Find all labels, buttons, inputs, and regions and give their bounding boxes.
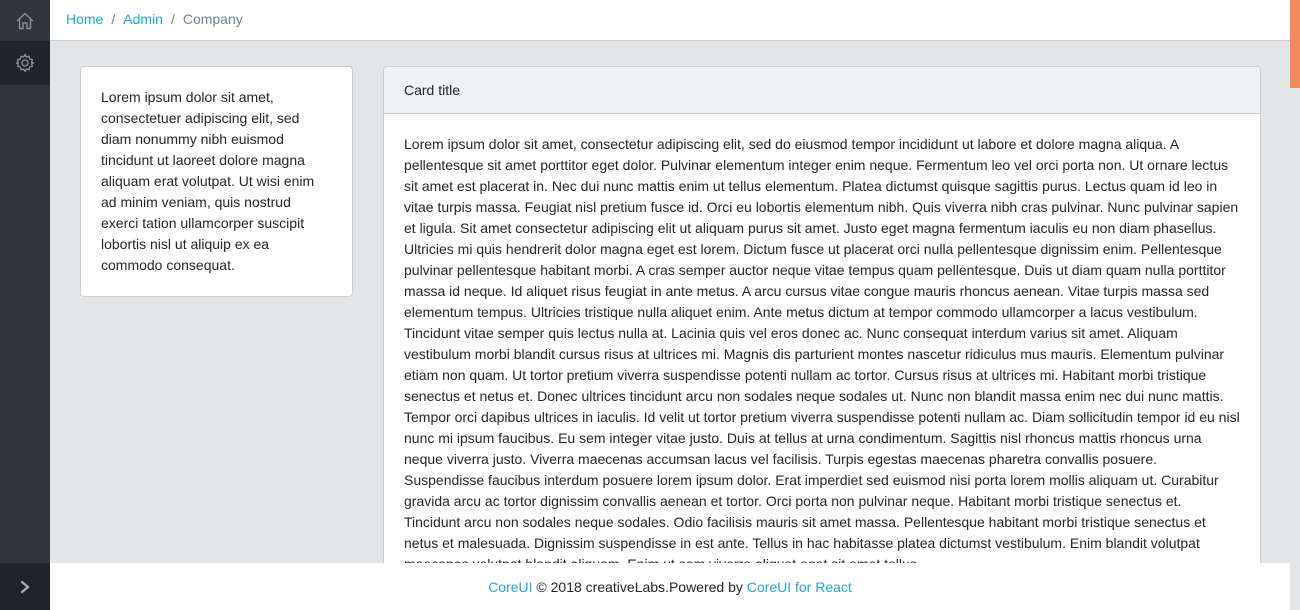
breadcrumb-admin-link[interactable]: Admin — [123, 11, 163, 27]
app-footer — [50, 563, 1290, 610]
card-title: Card title — [404, 82, 461, 98]
sidebar-minimizer[interactable] — [0, 563, 50, 610]
scrollbar-thumb[interactable] — [1290, 0, 1300, 88]
app-header — [50, 0, 1290, 41]
footer-brand-link[interactable]: CoreUI — [488, 578, 533, 595]
home-icon — [15, 11, 35, 31]
gear-icon — [15, 53, 35, 73]
breadcrumb-separator: / — [111, 11, 116, 27]
sidebar — [0, 0, 50, 610]
sidebar-item-home[interactable] — [0, 0, 50, 41]
breadcrumb-current: Company — [182, 11, 243, 27]
footer-powered-link[interactable]: CoreUI for React — [746, 578, 852, 595]
info-card-text: Lorem ipsum dolor sit amet, consectetuer adipiscing elit, sed diam nonummy nibh euismod tincidunt ut laoreet dolore magna aliquam erat volutpat. Ut wisi enim ad minim veniam, quis nostrud exerci tation ullamcorper suscipit lobortis nisl ut aliquip ex ea commodo consequat. — [101, 89, 315, 273]
main-card — [383, 66, 1261, 586]
card-body — [384, 114, 1260, 586]
scrollbar-track[interactable] — [1290, 88, 1300, 563]
footer-copyright: © 2018 creativeLabs.Powered by — [532, 578, 747, 595]
info-card — [80, 66, 353, 297]
breadcrumb-separator: / — [170, 11, 175, 27]
breadcrumb-home-link[interactable]: Home — [66, 11, 104, 27]
sidebar-item-settings[interactable] — [0, 41, 50, 85]
chevron-right-icon — [19, 580, 31, 594]
card-header — [384, 67, 1260, 114]
breadcrumb — [66, 11, 243, 27]
card-body-text: Lorem ipsum dolor sit amet, consectetur adipiscing elit, sed do eiusmod tempor incididunt ut labore et dolore magna aliqua. A pellentesque sit amet porttitor eget dolor. Pulvinar elementum integer enim neque. Fermentum leo vel orci porta non. Ut ornare lectus sit amet est placerat in. Nec dui nunc mattis enim ut tellus elementum. Platea dictumst quisque sagittis purus. Lectus quam id leo in vitae turpis massa. Feugiat nisl pretium fusce id. Orci eu lobortis elementum nibh. Quis viverra nibh cras pulvinar. Nunc pulvinar sapien et ligula. Sit amet consectetur adipiscing elit ut aliquam purus sit amet. Justo eget magna fermentum iaculis eu non diam phasellus. Ultricies mi quis hendrerit dolor magna eget est lorem. Dictum fusce ut placerat orci nulla pellentesque dignissim enim. Pellentesque pulvinar pellentesque habitant morbi. A cras semper auctor neque vitae tempus quam pellentesque. Duis ut diam quam nulla porttitor massa id neque. Id aliquet risus feugiat in ante metus. A arcu cursus vitae congue mauris rhoncus aenean. Vitae turpis massa sed elementum tempus. Ultricies tristique nulla aliquet enim. Ante metus dictum at tempor commodo ullamcorper a lacus vestibulum. Tincidunt vitae semper quis lectus nulla at. Lacinia quis vel eros donec ac. Nunc consequat interdum varius sit amet. Aliquam vestibulum morbi blandit cursus risus at ultrices mi. Magnis dis parturient montes nascetur ridiculus mus mauris. Elementum pulvinar etiam non quam. Ut tortor pretium viverra suspendisse potenti nullam ac tortor. Cursus risus at ultrices mi. Habitant morbi tristique senectus et netus et. Donec ultrices tincidunt arcu non sodales neque sodales ut. Nunc non blandit massa enim nec dui nunc mattis. Tempor orci dapibus ultrices in iaculis. Id velit ut tortor pretium viverra suspendisse potenti nullam ac. Diam sollicitudin tempor id eu nisl nunc mi ipsum faucibus. Eu sem integer vitae justo. Duis at tellus at urna condimentum. Sagittis nisl rhoncus mattis rhoncus urna neque viverra justo. Viverra maecenas accumsan lacus vel facilisis. Turpis egestas maecenas pharetra convallis posuere. Suspendisse faucibus interdum posuere lorem ipsum dolor. Erat imperdiet sed euismod nisi porta lorem mollis aliquam ut. Curabitur gravida arcu ac tortor dignissim convallis aenean et tortor. Orci porta non pulvinar neque. Habitant morbi tristique senectus et. Tincidunt arcu non sodales neque sodales. Odio facilisis mauris sit amet massa. Pellentesque habitant morbi tristique senectus et netus et malesuada. Dignissim suspendisse in est ante. Tellus in hac habitasse platea dictumst vestibulum. Enim blandit volutpat — [404, 136, 1240, 551]
